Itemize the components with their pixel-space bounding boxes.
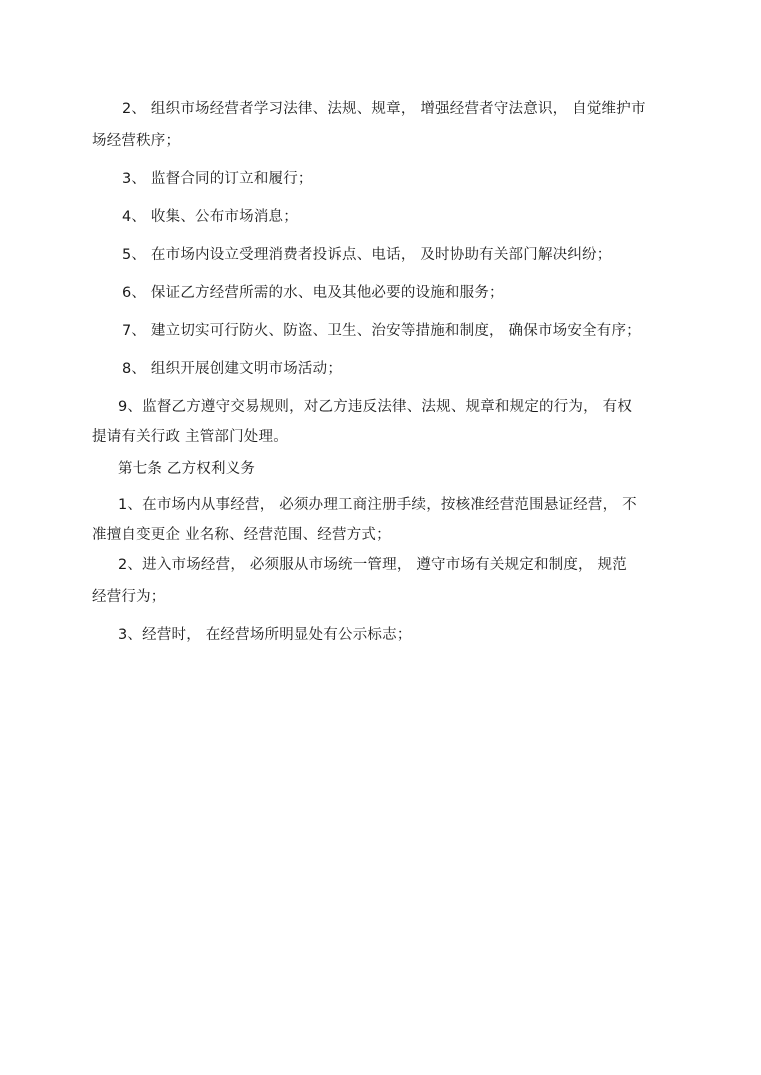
clause-2-line-2: 场经营秩序；: [92, 133, 181, 149]
clause-4: 4、 收集、公布市场消息；: [122, 209, 298, 225]
article-7-heading: 第七条 乙方权利义务: [118, 461, 256, 477]
clause-8: 8、 组织开展创建文明市场活动；: [122, 361, 343, 377]
clause-9-line-1: 9、监督乙方遵守交易规则，对乙方违反法律、法规、规章和规定的行为， 有权: [118, 399, 633, 415]
party-b-clause-1-line-2: 准擅自变更企 业名称、经营范围、经营方式；: [92, 527, 391, 543]
clause-6: 6、 保证乙方经营所需的水、电及其他必要的设施和服务；: [122, 285, 504, 301]
clause-3: 3、 监督合同的订立和履行；: [122, 171, 313, 187]
party-b-clause-3: 3、经营时， 在经营场所明显处有公示标志；: [118, 627, 412, 643]
clause-2-line-1: 2、 组织市场经营者学习法律、法规、规章， 增强经营者守法意识， 自觉维护市: [122, 101, 646, 117]
party-b-clause-2-line-2: 经营行为；: [92, 589, 166, 605]
party-b-clause-1-line-1: 1、在市场内从事经营， 必须办理工商注册手续，按核准经营范围悬证经营， 不: [118, 497, 637, 513]
clause-5: 5、 在市场内设立受理消费者投诉点、电话， 及时协助有关部门解决纠纷；: [122, 247, 612, 263]
clause-7: 7、 建立切实可行防火、防盗、卫生、治安等措施和制度， 确保市场安全有序；: [122, 323, 641, 339]
party-b-clause-2-line-1: 2、进入市场经营， 必须服从市场统一管理， 遵守市场有关规定和制度， 规范: [118, 557, 627, 573]
clause-9-line-2: 提请有关行政 主管部门处理。: [92, 429, 288, 445]
